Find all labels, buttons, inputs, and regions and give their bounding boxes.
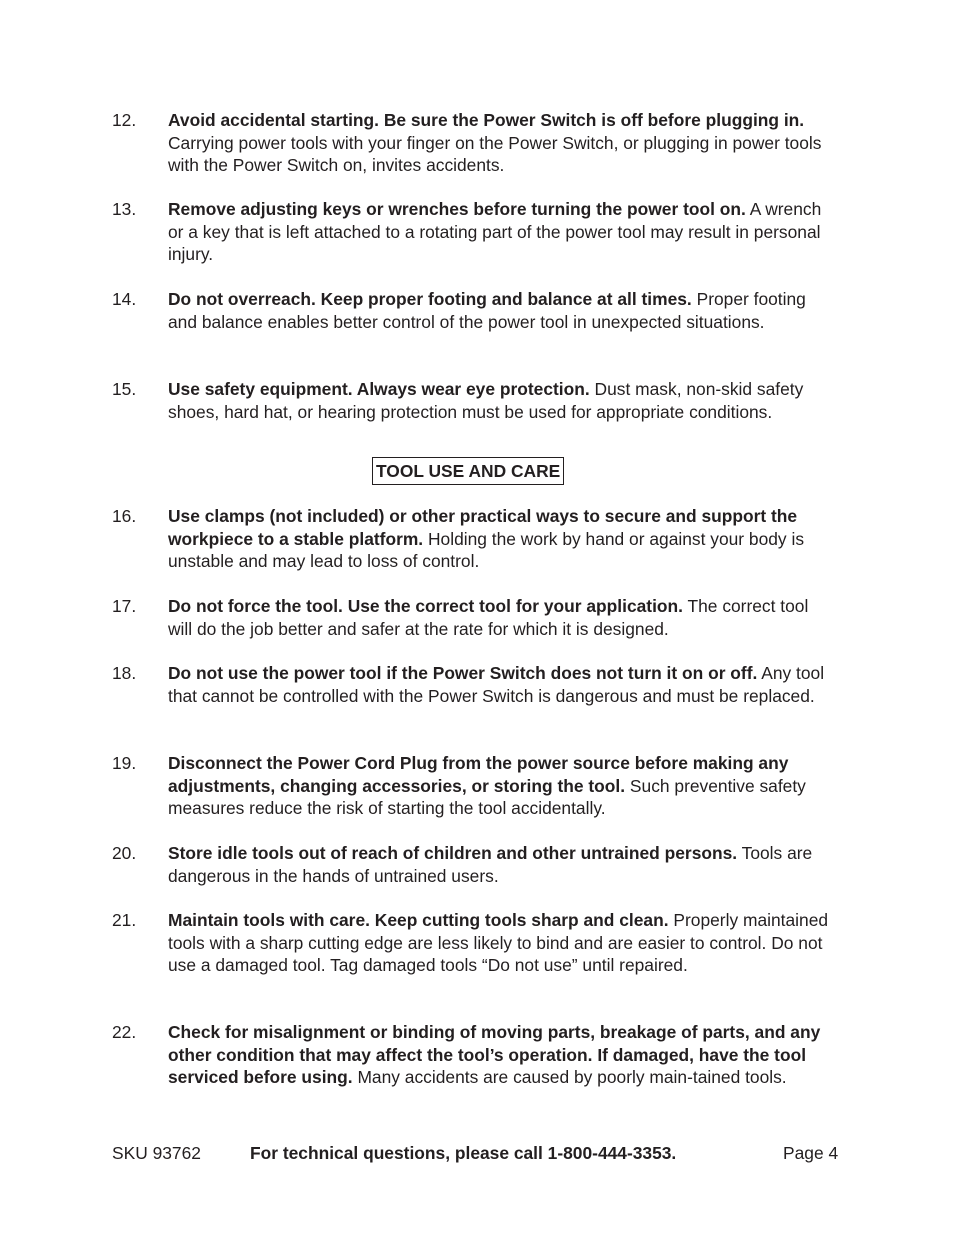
item-heading: Do not overreach. Keep proper footing and balance at all times. (168, 289, 692, 309)
item-number: 12. (112, 110, 137, 130)
item-text (168, 288, 836, 333)
item-number: 14. (112, 289, 137, 309)
footer-page-number: Page 4 (783, 1143, 839, 1163)
item-heading: Use safety equipment. Always wear eye protection. (168, 379, 590, 399)
item-number: 22. (112, 1022, 137, 1042)
item-heading: Do not force the tool. Use the correct tool for your application. (168, 596, 683, 616)
item-body: Any tool that cannot be controlled with the Power Switch is dangerous and must be replaced. (168, 663, 825, 706)
item-text (168, 1021, 836, 1089)
footer-support-phone: For technical questions, please call 1-800-444-3353. (250, 1143, 677, 1163)
item-body: Dust mask, non-skid safety shoes, hard hat, or hearing protection must be used for appropriate conditions. (168, 379, 804, 422)
item-body: Proper footing and balance enables better control of the power tool in unexpected situations. (168, 289, 806, 332)
item-text (168, 505, 836, 573)
item-text (168, 378, 836, 423)
footer-sku: SKU 93762 (112, 1143, 201, 1163)
item-number: 19. (112, 753, 137, 773)
item-body: Holding the work by hand or against your body is unstable and may lead to loss of control. (168, 528, 805, 571)
item-body: Tools are dangerous in the hands of untrained users. (168, 843, 813, 886)
item-body: Many accidents are caused by poorly main-tained tools. (352, 1067, 787, 1087)
item-number: 21. (112, 910, 137, 930)
item-text (168, 909, 836, 977)
item-body: Such preventive safety measures reduce the risk of starting the tool accidentally. (168, 775, 806, 818)
item-body: A wrench or a key that is left attached to a rotating part of the power tool may result in personal injury. (168, 199, 822, 264)
item-heading: Use clamps (not included) or other practical ways to secure and support the workpiece to a stable platform. (168, 506, 798, 549)
section-heading-tool-use-and-care: TOOL USE AND CARE (372, 457, 564, 485)
item-number: 20. (112, 843, 137, 863)
item-text (168, 752, 836, 820)
item-heading: Remove adjusting keys or wrenches before turning the power tool on. (168, 199, 746, 219)
item-heading: Disconnect the Power Cord Plug from the power source before making any adjustments, changing accessories, or storing the tool. (168, 753, 789, 796)
item-body: The correct tool will do the job better and safer at the rate for which it is designed. (168, 596, 809, 639)
item-text (168, 198, 836, 266)
item-heading: Do not use the power tool if the Power Switch does not turn it on or off. (168, 663, 758, 683)
item-body: Properly maintained tools with a sharp cutting edge are less likely to bind and are easier to control. Do not use a damaged tool. Tag damaged tools “Do not use” until repaired. (168, 910, 829, 975)
item-number: 16. (112, 506, 137, 526)
item-heading: Maintain tools with care. Keep cutting tools sharp and clean. (168, 910, 669, 930)
item-heading: Store idle tools out of reach of children and other untrained persons. (168, 843, 738, 863)
item-number: 13. (112, 199, 137, 219)
item-text (168, 109, 836, 177)
item-text (168, 662, 836, 707)
item-text (168, 595, 836, 640)
item-number: 18. (112, 663, 137, 683)
item-number: 15. (112, 379, 137, 399)
item-body: Carrying power tools with your finger on the Power Switch, or plugging in power tools with the Power Switch on, invites accidents. (168, 132, 822, 175)
item-number: 17. (112, 596, 137, 616)
item-heading: Avoid accidental starting. Be sure the Power Switch is off before plugging in. (168, 110, 805, 130)
item-heading: Check for misalignment or binding of moving parts, breakage of parts, and any other condition that may affect the tool’s operation. If damaged, have the tool serviced before using. (168, 1022, 821, 1087)
item-text (168, 842, 836, 887)
